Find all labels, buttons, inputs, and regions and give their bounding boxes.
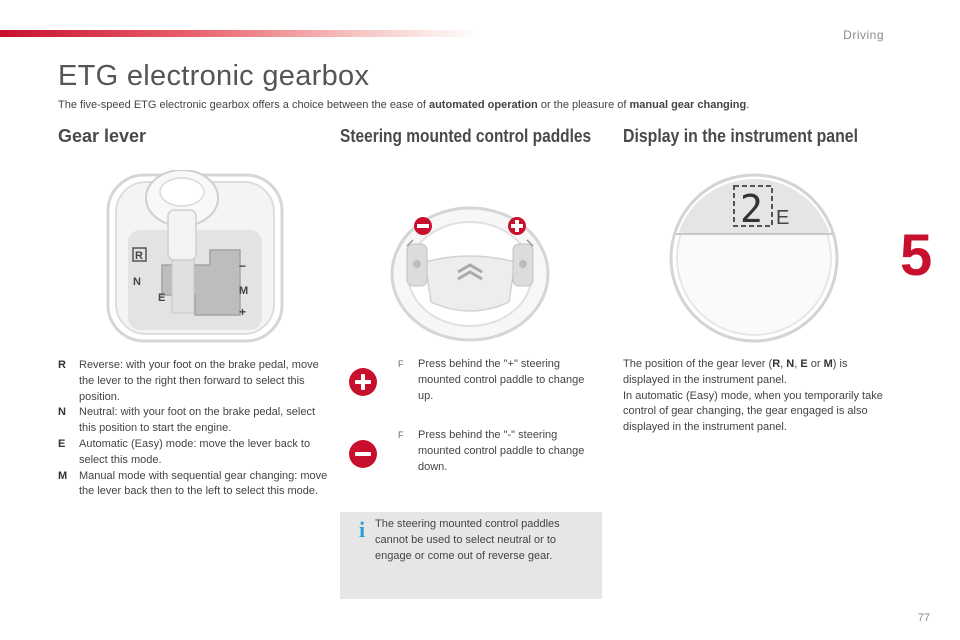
intro-text-2: or the pleasure of	[537, 99, 630, 111]
gate-label-minus: −	[239, 259, 247, 273]
step-change-down-text: Press behind the "-" steering mounted control paddle to change down.	[418, 429, 585, 473]
instrument-display-illustration	[668, 172, 840, 344]
definition-r	[58, 358, 328, 405]
heading-gear-lever: Gear lever	[58, 126, 147, 146]
definition-key: E	[58, 437, 66, 450]
display-text-a: The position of the gear lever (	[623, 358, 773, 370]
intro-paragraph	[58, 99, 749, 111]
display-paragraph-2: In automatic (Easy) mode, when you temporarily take control of gear changing, the gear engaged is also displayed in the instrument panel.	[623, 389, 883, 434]
key-r: R	[772, 358, 781, 370]
gate-label-plus: +	[239, 305, 247, 319]
gate-label-r: R	[135, 250, 143, 262]
gate-label-n: N	[133, 276, 141, 288]
page-title: ETG electronic gearbox	[58, 60, 370, 92]
intro-bold-2: manual gear changing	[629, 99, 747, 111]
steering-wheel-illustration	[385, 192, 555, 344]
definition-key: N	[58, 406, 66, 419]
info-icon: i	[358, 517, 366, 542]
minus-circle-icon	[349, 440, 377, 468]
intro-text-3: .	[746, 99, 750, 111]
intro-text-1: The five-speed ETG electronic gearbox offers a choice between the ease of	[58, 99, 429, 111]
page-number: 77	[917, 612, 930, 624]
definition-key: R	[58, 359, 66, 371]
sep: ,	[780, 358, 787, 370]
sep: or	[807, 358, 824, 370]
gate-label-m: M	[239, 285, 249, 297]
step-change-up	[398, 357, 588, 404]
bullet-mark: F	[398, 359, 404, 369]
definition-text: Reverse: with your foot on the brake pedal, move the lever to the right then forward to select this position.	[79, 359, 319, 403]
gear-lever-definitions	[58, 358, 328, 500]
key-e: E	[800, 358, 808, 370]
mode-letter: E	[776, 207, 790, 229]
display-paragraph-1	[623, 357, 888, 389]
plus-circle-icon	[349, 368, 377, 396]
display-text-b: ) is displayed in the instrument panel.	[623, 358, 848, 386]
definition-text: Neutral: with your foot on the brake pedal, select this position to start the engine.	[79, 406, 316, 435]
sep: ,	[794, 358, 801, 370]
gate-label-e: E	[158, 292, 166, 304]
heading-display: Display in the instrument panel	[623, 126, 859, 146]
definition-text: Manual mode with sequential gear changing: move the lever back then to the left to select this mode.	[79, 469, 328, 498]
intro-bold-1: automated operation	[428, 99, 538, 111]
section-tag: Driving	[843, 28, 884, 42]
heading-paddles: Steering mounted control paddles	[340, 126, 592, 146]
definition-text: Automatic (Easy) mode: move the lever back to select this mode.	[79, 437, 311, 466]
gear-digit: 2	[740, 187, 763, 231]
definition-n	[58, 405, 328, 437]
bullet-mark: F	[398, 430, 404, 440]
step-change-down	[398, 428, 588, 475]
step-change-up-text: Press behind the "+" steering mounted control paddle to change up.	[418, 358, 585, 402]
definition-key: M	[58, 469, 68, 482]
definition-m	[58, 469, 328, 501]
definition-e	[58, 437, 328, 469]
display-description	[623, 357, 888, 436]
chapter-number: 5	[900, 223, 933, 288]
info-note	[340, 512, 602, 599]
info-note-text: The steering mounted control paddles cannot be used to select neutral or to engage or come out of reverse gear.	[375, 518, 560, 562]
header-accent-bar	[0, 30, 480, 37]
key-n: N	[786, 358, 795, 370]
key-m: M	[823, 358, 833, 370]
gear-lever-illustration	[100, 170, 290, 345]
